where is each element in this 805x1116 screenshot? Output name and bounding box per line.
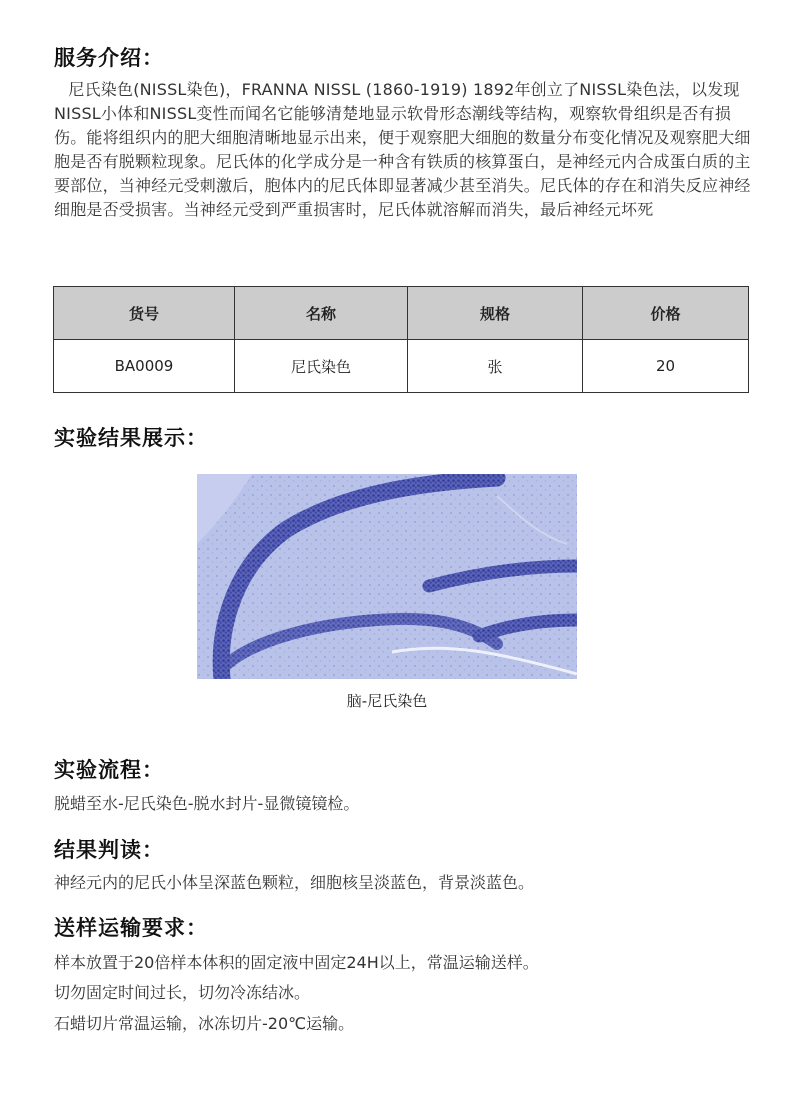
results-heading: 实验结果展示：	[54, 426, 208, 450]
header-spec: 规格	[408, 287, 583, 340]
table-header-row	[54, 287, 749, 340]
shipping-heading: 送样运输要求：	[54, 916, 208, 940]
product-table	[53, 286, 749, 393]
header-item-number: 货号	[54, 287, 235, 340]
header-price: 价格	[583, 287, 749, 340]
process-text: 脱蜡至水-尼氏染色-脱水封片-显微镜镜检。	[54, 794, 360, 813]
cell-item-number: BA0009	[54, 340, 235, 393]
figure-caption: 脑-尼氏染色	[346, 692, 428, 710]
reading-heading: 结果判读：	[54, 838, 164, 862]
service-heading: 服务介绍：	[54, 46, 164, 70]
cell-name: 尼氏染色	[235, 340, 408, 393]
cell-spec: 张	[408, 340, 583, 393]
cell-price: 20	[583, 340, 749, 393]
shipping-line-3: 石蜡切片常温运输，冰冻切片-20℃运输。	[54, 1014, 355, 1033]
shipping-line-1: 样本放置于20倍样本体积的固定液中固定24H以上，常温运输送样。	[54, 953, 539, 972]
shipping-line-2: 切勿固定时间过长，切勿冷冻结冰。	[54, 983, 311, 1002]
nissl-stain-micrograph	[197, 474, 577, 679]
table-row	[54, 340, 749, 393]
reading-text: 神经元内的尼氏小体呈深蓝色颗粒，细胞核呈淡蓝色，背景淡蓝色。	[54, 873, 535, 892]
service-paragraph: 尼氏染色(NISSL染色)，FRANNA NISSL (1860-1919) 1892年创立了NISSL染色法，以发现NISSL小体和NISSL变性而闻名它能够清楚地显示软骨形态潮线等结构，观察软骨组织是否有损伤。能将组织内的肥大细胞清晰地显示出来，便于观察肥大细胞的数量分布变化情况及观察肥大细胞是否有脱颗粒现象。尼氏体的化学成分是一种含有铁质的核算蛋白，是神经元内合成蛋白质的主要部位，当神经元受刺激后，胞体内的尼氏体即显著减少甚至消失。尼氏体的存在和消失反应神经细胞是否受损害。当神经元受到严重损害时，尼氏体就溶解而消失，最后神经元坏死	[54, 80, 751, 219]
header-name: 名称	[235, 287, 408, 340]
process-heading: 实验流程：	[54, 758, 164, 782]
